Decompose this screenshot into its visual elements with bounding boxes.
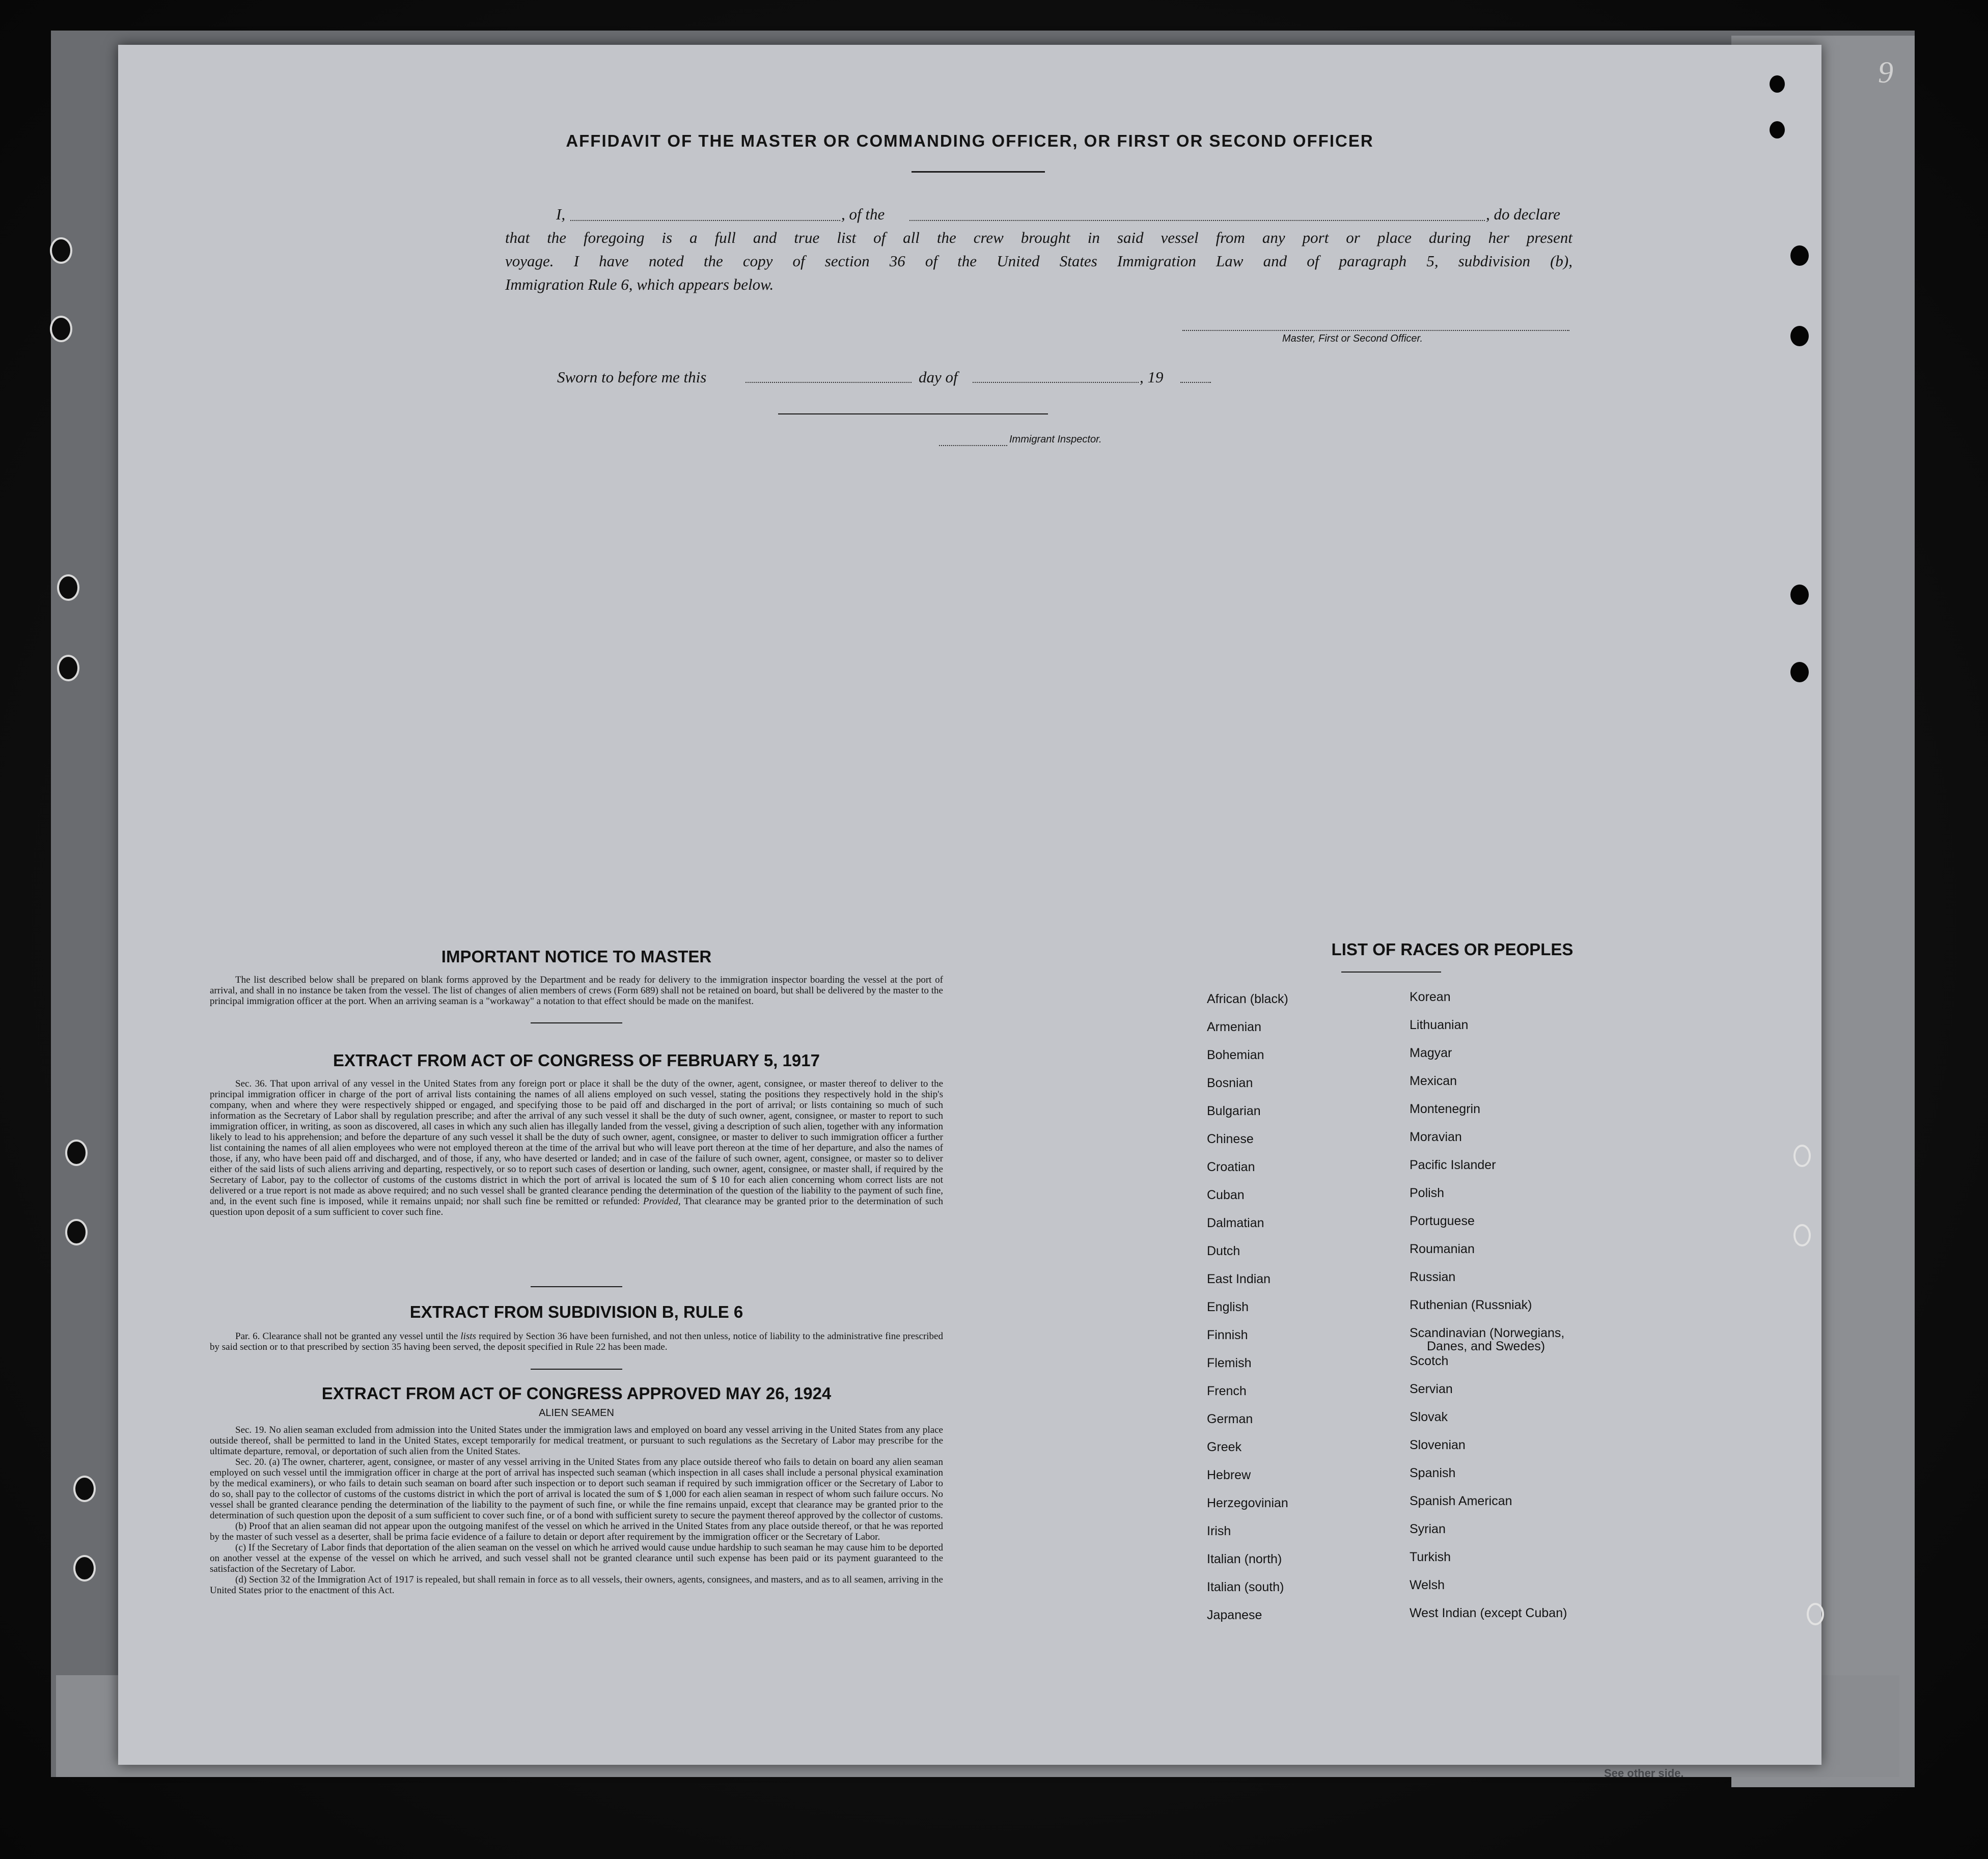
- vessel-blank: [909, 220, 1485, 221]
- race-right-item: Russian: [1410, 1270, 1456, 1284]
- binder-hole: [50, 237, 72, 264]
- race-left-item: Bosnian: [1207, 1076, 1253, 1090]
- sec20d-para: (d) Section 32 of the Immigration Act of 1917 is repealed, but shall remain in force as to all vessels, their owners, agents, consignees, and masters, and as to all seamen, arriving in the United States prior to the enactment of this Act.: [210, 1574, 943, 1596]
- extract-1917-end: That clearance may be granted prior to the determination of such question upon deposit of a sum sufficient to cover such fine.: [210, 1196, 943, 1217]
- race-right-item: Syrian: [1410, 1522, 1446, 1536]
- extract-1917-title: EXTRACT FROM ACT OF CONGRESS OF FEBRUARY 5, 1917: [333, 1051, 820, 1070]
- race-left-item: Chinese: [1207, 1132, 1254, 1146]
- race-right-continuation: Danes, and Swedes): [1427, 1339, 1545, 1353]
- officer-label: Master, First or Second Officer.: [1282, 333, 1423, 344]
- extract-1917-text: Sec. 36. That upon arrival of any vessel in the United States from any foreign port or place it shall be the duty of the owner, agent, consignee, or master thereof to deliver to the principal immigration officer in charge of the port of arrival lists containing the names of all aliens employed on such vessel, stating the positions they respectively hold in the ship's company, when and where they were respectively shipped or engaged, and specifying those to be paid off and discharged in the port of arrival; or lists containing so much of such information as the Secretary of Labor shall by regulation prescribe; and after the arrival of any such vessel it shall be the duty of such owner, agent, consignee, or master to report to such immigration officer, in writing, as soon as discovered, all cases in which any such alien has illegally landed from the vessel, giving a description of such alien, together with any information likely to lead to his apprehension; and before the departure of any such vessel it shall be the duty of such owner, agent, consignee, or master to deliver to such immigration officer a further list containing the names of all alien employees who were not employed thereon at the time of the arrival but who will leave port thereon at the time of her departure, and also the names of those, if any, who have been paid off and discharged, and of those, if any, who have deserted or landed; and in case of the failure of such owner, agent, consignee, or master so to deliver either of the said lists of such aliens arriving and departing, respectively, or so to report such cases of desertion or landing, such owner, agent, consignee, or master shall, if required by the Secretary of Labor, pay to the collector of customs of the customs district in which the port of arrival is located the sum of $ 10 for each alien concerning whom correct lists are not delivered or a true report is not made as above required; and no such vessel shall be granted clearance pending the determination of the question of the liability to the payment of such fine, and, in the event such fine is imposed, while it remains unpaid; nor shall such fine be remitted or refunded:: [210, 1078, 943, 1207]
- day-blank: [746, 382, 912, 383]
- races-title-rule: [1341, 972, 1441, 973]
- race-right-item: Roumanian: [1410, 1242, 1475, 1256]
- race-right-item: West Indian (except Cuban): [1410, 1606, 1567, 1620]
- extract-rule6-title: EXTRACT FROM SUBDIVISION B, RULE 6: [409, 1302, 743, 1321]
- race-left-item: Irish: [1207, 1524, 1231, 1538]
- race-right-item: Turkish: [1410, 1550, 1451, 1564]
- race-right-item: Mexican: [1410, 1074, 1457, 1088]
- race-right-item: Magyar: [1410, 1046, 1452, 1060]
- race-left-item: English: [1207, 1300, 1249, 1314]
- document-page: [118, 45, 1821, 1765]
- lists-word: lists: [460, 1331, 477, 1342]
- race-right-item: Servian: [1410, 1382, 1453, 1396]
- race-left-item: Flemish: [1207, 1356, 1252, 1370]
- affidavit-line1-b: , of the: [841, 205, 885, 223]
- extract-1917-body: [210, 1078, 943, 1217]
- race-left-item: French: [1207, 1384, 1247, 1398]
- binder-hole: [65, 1140, 88, 1166]
- race-right-item: Scandinavian (Norwegians,: [1410, 1326, 1565, 1340]
- rule6-text-a: Par. 6. Clearance shall not be granted any vessel until the: [235, 1331, 458, 1342]
- race-left-item: Cuban: [1207, 1188, 1245, 1202]
- binder-hole: [50, 316, 72, 342]
- binder-hole: [1770, 75, 1785, 93]
- provided-word: Provided,: [643, 1196, 681, 1207]
- race-right-item: Pacific Islander: [1410, 1158, 1496, 1172]
- race-right-item: Portuguese: [1410, 1214, 1475, 1228]
- sworn-a: Sworn to before me this: [557, 368, 707, 386]
- sec20b-para: (b) Proof that an alien seaman did not appear upon the outgoing manifest of the vessel on which he arrived in the United States from any place outside thereof, or that he was reported by the master of such vessel as a deserter, shall be prima facie evidence of a failure to detain or deport after requirement by the immigration officer or the Secretary of Labor.: [210, 1521, 943, 1542]
- races-title: LIST OF RACES OR PEOPLES: [1331, 940, 1573, 959]
- sworn-b: day of: [919, 368, 958, 386]
- race-left-item: Armenian: [1207, 1020, 1261, 1034]
- binder-hole: [1807, 1603, 1824, 1625]
- race-right-item: Moravian: [1410, 1130, 1462, 1144]
- race-left-item: Italian (north): [1207, 1552, 1282, 1566]
- section-rule: [531, 1286, 622, 1287]
- binder-hole: [1790, 662, 1809, 682]
- race-right-item: Korean: [1410, 990, 1451, 1004]
- binder-hole: [1790, 245, 1809, 266]
- sec20a-para: Sec. 20. (a) The owner, charterer, agent, consignee, or master of any vessel arriving in the United States from any place outside thereof who fails to detain on board any alien seaman employed on such vessel until the immigration officer in charge at the port of arrival has inspected such seaman (which inspection in all cases shall include a personal physical examination by the medical examiners), or who fails to detain such seaman on board after such inspection or to deport such seaman if required by such immigration officer or the Secretary of Labor to do so, shall pay to the collector of customs of the customs district in which the port of arrival is located the sum of $ 1,000 for each alien seaman in respect of whom such failure occurs. No vessel shall be granted clearance pending the determination of the liability to the payment of such fine, or while the fine remains unpaid, except that clearance may be granted prior to the determination of such question upon the deposit of a sum sufficient to cover such fine, or of a bond with sufficient surety to secure the payment thereof approved by the collector of customs.: [210, 1457, 943, 1521]
- race-right-item: Slovenian: [1410, 1438, 1466, 1452]
- name-blank: [570, 220, 840, 221]
- sec19-para: Sec. 19. No alien seaman excluded from admission into the United States under the immigration laws and employed on board any vessel arriving in the United States from any place outside thereof, shall be permitted to land in the United States, except temporarily for medical treatment, or pursuant to such regulations as the Secretary of Labor may prescribe for the ultimate departure, removal, or deportation of such alien from the United States.: [210, 1425, 943, 1457]
- race-left-item: German: [1207, 1412, 1253, 1426]
- title-rule: [912, 171, 1045, 173]
- race-left-item: Herzegovinian: [1207, 1496, 1288, 1510]
- race-left-item: Dutch: [1207, 1244, 1240, 1258]
- binder-hole: [1790, 326, 1809, 346]
- notice-text: The list described below shall be prepared on blank forms approved by the Department and be ready for delivery to the immigration inspector boarding the vessel at the port of arrival, and shall in no instance be taken from the vessel. The list of changes of alien members of crews (Form 689) shall not be retained on board, but shall be delivered by the master to the principal immigration officer at the port. When an arriving seaman is a "workaway" a notation to that effect should be made on the manifest.: [210, 975, 943, 1007]
- notice-body: [210, 975, 943, 1007]
- inspector-label: Immigrant Inspector.: [1009, 434, 1102, 445]
- extract-rule6-body: [210, 1331, 943, 1352]
- race-right-item: Lithuanian: [1410, 1018, 1469, 1032]
- race-left-item: Bohemian: [1207, 1048, 1264, 1062]
- binder-hole: [1790, 585, 1809, 605]
- extract-1924-title: EXTRACT FROM ACT OF CONGRESS APPROVED MAY 26, 1924: [321, 1384, 832, 1403]
- binder-hole: [1793, 1145, 1811, 1167]
- notice-title: IMPORTANT NOTICE TO MASTER: [441, 947, 712, 966]
- race-right-item: Welsh: [1410, 1578, 1445, 1592]
- binder-hole: [73, 1555, 96, 1581]
- affidavit-line1-c: , do declare: [1486, 205, 1561, 223]
- affidavit-line4: Immigration Rule 6, which appears below.: [505, 275, 774, 293]
- year-blank: [1180, 382, 1211, 383]
- month-blank: [973, 382, 1139, 383]
- binder-hole: [65, 1219, 88, 1245]
- page-number: 9: [1878, 56, 1893, 89]
- binder-hole: [1793, 1224, 1811, 1246]
- inspector-signature-line: [778, 413, 1048, 414]
- extract-1924-body: [210, 1425, 943, 1596]
- alien-seamen-subtitle: ALIEN SEAMEN: [539, 1407, 614, 1419]
- race-right-item: Spanish American: [1410, 1494, 1512, 1508]
- race-right-item: Polish: [1410, 1186, 1445, 1200]
- bleed-through-footer: See other side.: [1604, 1767, 1684, 1780]
- race-right-item: Scotch: [1410, 1354, 1449, 1368]
- affidavit-title: AFFIDAVIT OF THE MASTER OR COMMANDING OFFICER, OR FIRST OR SECOND OFFICER: [566, 131, 1374, 150]
- race-right-item: Ruthenian (Russniak): [1410, 1298, 1532, 1312]
- race-left-item: Italian (south): [1207, 1580, 1284, 1594]
- race-left-item: East Indian: [1207, 1272, 1271, 1286]
- rule6-text-b: required by Section 36 have been furnished, and not then unless, notice of liability to the administrative fine prescribed by said section or to that prescribed by section 35 having been served, the deposit specified in Rule 22 has been made.: [210, 1331, 943, 1352]
- officer-signature-line: [1182, 330, 1569, 331]
- affidavit-line3: voyage. I have noted the copy of section 36 of the United States Immigration Law and of paragraph 5, subdivision (b),: [505, 252, 1572, 270]
- binder-hole: [73, 1476, 96, 1502]
- affidavit-line1-a: I,: [556, 205, 566, 223]
- race-right-item: Montenegrin: [1410, 1102, 1480, 1116]
- section-rule: [531, 1022, 622, 1023]
- race-left-item: Croatian: [1207, 1160, 1255, 1174]
- sworn-c: , 19: [1140, 368, 1164, 386]
- race-left-item: Greek: [1207, 1440, 1242, 1454]
- inspector-dots: [939, 445, 1007, 446]
- sec20c-para: (c) If the Secretary of Labor finds that deportation of the alien seaman on the vessel on which he arrived would cause undue hardship to such seaman he may cause him to be deported on another vessel at the expense of the vessel on which he arrived, and such vessel shall not be granted clearance until such expense has been paid or its payment guaranteed to the satisfaction of the Secretary of Labor.: [210, 1542, 943, 1574]
- race-left-item: Finnish: [1207, 1328, 1248, 1342]
- race-left-item: African (black): [1207, 992, 1288, 1006]
- race-right-item: Spanish: [1410, 1466, 1456, 1480]
- race-right-item: Slovak: [1410, 1410, 1448, 1424]
- binder-hole: [57, 574, 79, 601]
- race-left-item: Dalmatian: [1207, 1216, 1264, 1230]
- binder-hole: [57, 655, 79, 681]
- race-left-item: Hebrew: [1207, 1468, 1251, 1482]
- race-left-item: Japanese: [1207, 1608, 1262, 1622]
- section-rule: [531, 1369, 622, 1370]
- affidavit-line2: that the foregoing is a full and true list of all the crew brought in said vessel from any port or place during her present: [505, 229, 1572, 246]
- race-left-item: Bulgarian: [1207, 1104, 1261, 1118]
